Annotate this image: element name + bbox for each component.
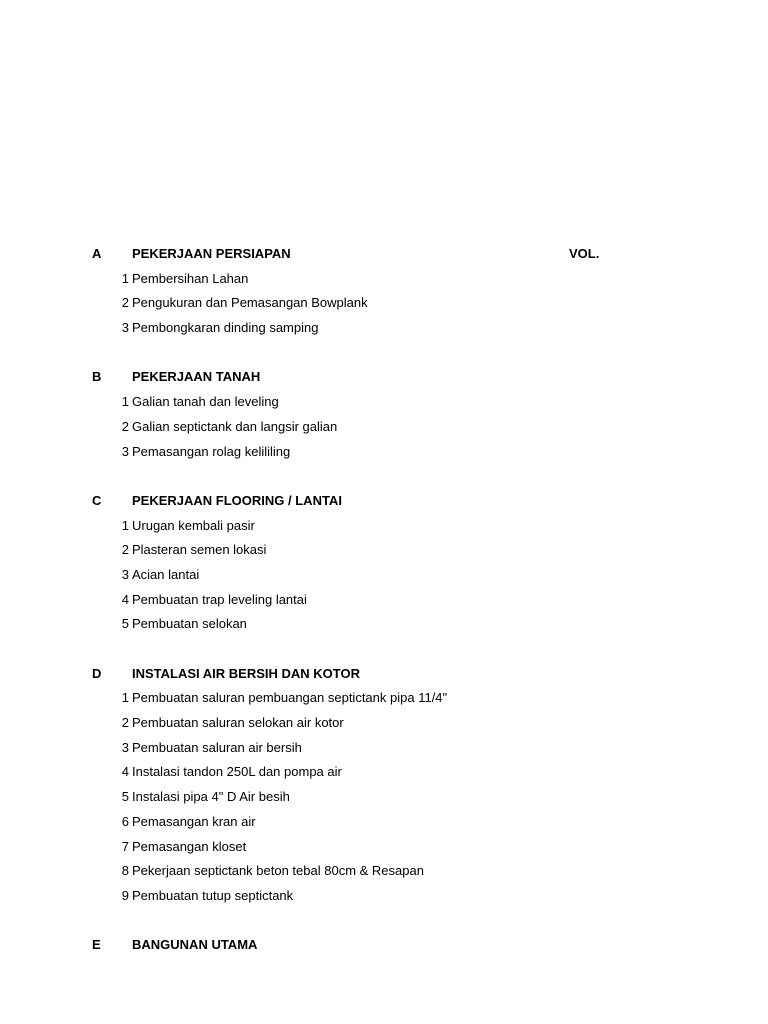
item-number: 5 — [121, 616, 129, 632]
list-item — [0, 390, 768, 415]
item-number: 1 — [121, 690, 129, 706]
item-number: 3 — [121, 739, 129, 755]
section-title: PEKERJAAN PERSIAPAN — [132, 246, 291, 261]
list-item — [0, 440, 768, 465]
vol-column-header: VOL. — [569, 246, 600, 261]
item-number: 9 — [121, 887, 129, 903]
item-number: 8 — [121, 863, 129, 879]
list-item — [0, 514, 768, 539]
section-letter: D — [92, 665, 102, 681]
item-number: 3 — [121, 566, 129, 582]
list-item — [0, 760, 768, 785]
list-item — [0, 291, 768, 316]
section-title: PEKERJAAN TANAH — [132, 369, 261, 385]
section-spacer — [0, 909, 768, 934]
item-description: Galian septictank dan langsir galian — [132, 418, 338, 434]
list-item — [0, 415, 768, 440]
item-number: 3 — [121, 320, 129, 336]
item-description: Pemasangan kloset — [132, 838, 247, 854]
section-spacer — [0, 637, 768, 662]
section-letter: B — [92, 369, 102, 385]
item-number: 6 — [121, 813, 129, 829]
section-title: INSTALASI AIR BERSIH DAN KOTOR — [132, 665, 360, 681]
item-description: Pembuatan saluran selokan air kotor — [132, 715, 344, 731]
item-description: Pembuatan selokan — [132, 616, 247, 632]
list-item — [0, 859, 768, 884]
section-spacer — [0, 341, 768, 366]
list-item — [0, 612, 768, 637]
item-number: 2 — [121, 418, 129, 434]
item-description: Pembersihan Lahan — [132, 270, 249, 286]
item-description: Pemasangan kran air — [132, 813, 256, 829]
section-header — [0, 662, 768, 687]
section-title: PEKERJAAN FLOORING / LANTAI — [132, 492, 342, 508]
section-header — [0, 489, 768, 514]
item-description: Pembuatan saluran air bersih — [132, 739, 302, 755]
item-number: 5 — [121, 789, 129, 805]
list-item — [0, 884, 768, 909]
item-description: Pemasangan rolag kelililing — [132, 443, 291, 459]
item-number: 1 — [121, 270, 129, 286]
section-letter: C — [92, 492, 102, 508]
section-title: BANGUNAN UTAMA — [132, 937, 258, 953]
list-item — [0, 267, 768, 292]
list-item — [0, 736, 768, 761]
item-description: Pembuatan saluran pembuangan septictank pipa 11/4" — [132, 690, 448, 706]
section-header — [0, 365, 768, 390]
item-description: Plasteran semen lokasi — [132, 542, 267, 558]
item-number: 2 — [121, 715, 129, 731]
item-description: Urugan kembali pasir — [132, 517, 255, 533]
item-description: Instalasi pipa 4" D Air besih — [132, 789, 290, 805]
item-description: Pekerjaan septictank beton tebal 80cm & Resapan — [132, 863, 424, 879]
section-header — [0, 933, 768, 958]
list-item — [0, 588, 768, 613]
item-number: 2 — [121, 542, 129, 558]
item-description: Pembongkaran dinding samping — [132, 320, 319, 336]
list-item — [0, 686, 768, 711]
work-item-list — [0, 242, 768, 958]
item-number: 1 — [121, 394, 129, 410]
item-description: Pengukuran dan Pemasangan Bowplank — [132, 295, 368, 311]
list-item — [0, 563, 768, 588]
item-description: Pembuatan trap leveling lantai — [132, 591, 307, 607]
item-description: Instalasi tandon 250L dan pompa air — [132, 764, 342, 780]
item-number: 4 — [121, 764, 129, 780]
item-description: Galian tanah dan leveling — [132, 394, 279, 410]
item-number: 1 — [121, 517, 129, 533]
item-description: Pembuatan tutup septictank — [132, 887, 294, 903]
item-number: 2 — [121, 295, 129, 311]
list-item — [0, 835, 768, 860]
list-item — [0, 538, 768, 563]
item-number: 7 — [121, 838, 129, 854]
list-item — [0, 810, 768, 835]
item-number: 4 — [121, 591, 129, 607]
list-item — [0, 711, 768, 736]
section-spacer — [0, 464, 768, 489]
list-item — [0, 316, 768, 341]
list-item — [0, 785, 768, 810]
item-number: 3 — [121, 443, 129, 459]
section-letter: E — [92, 937, 101, 953]
item-description: Acian lantai — [132, 566, 200, 582]
section-header — [0, 242, 768, 267]
section-letter: A — [92, 246, 102, 261]
